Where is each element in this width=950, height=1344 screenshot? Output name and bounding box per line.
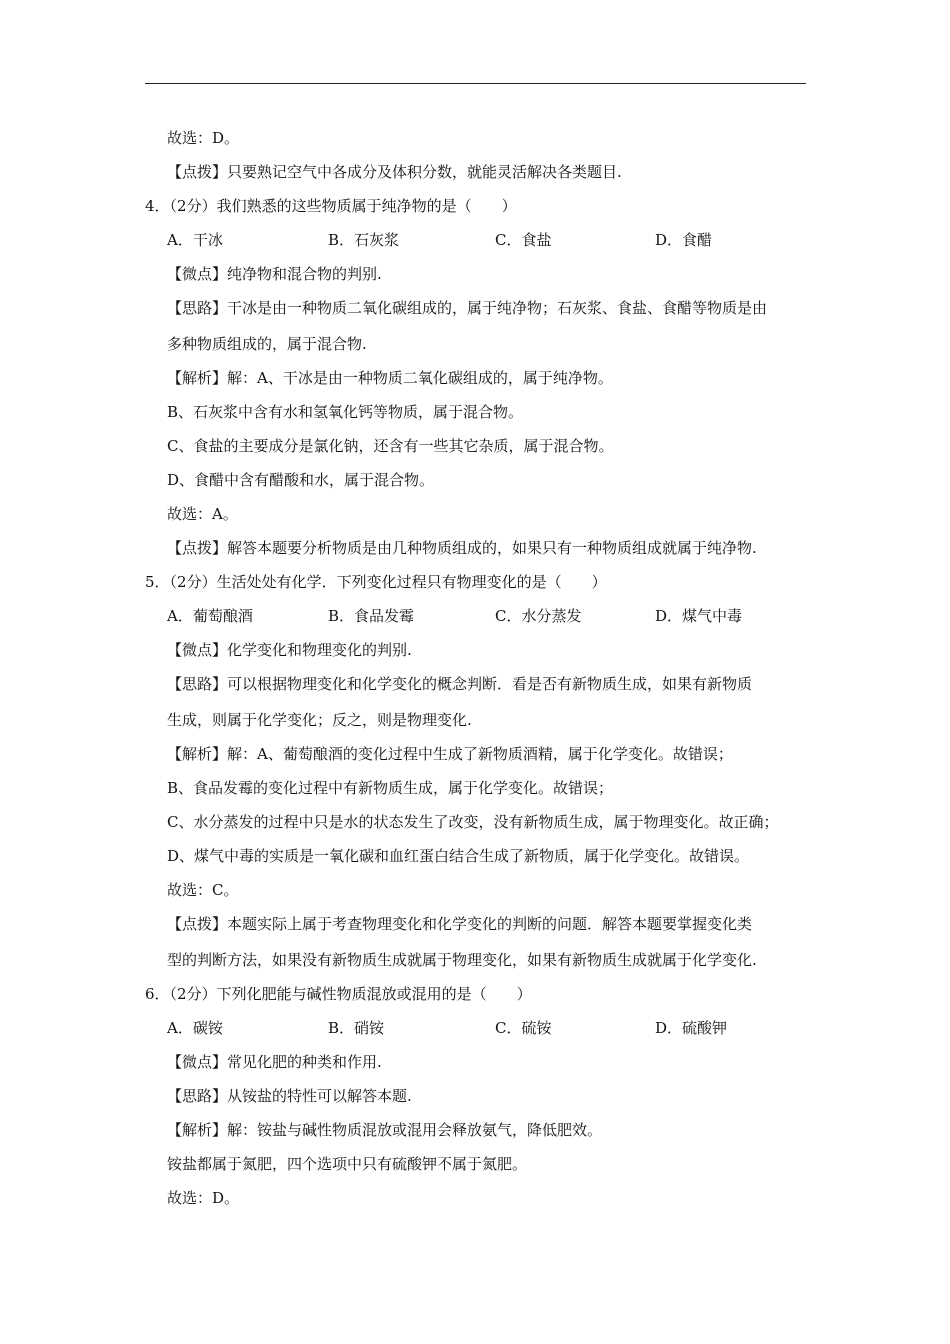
- question-4: 4．（2分）我们熟悉的这些物质属于纯净物的是（ ）: [145, 197, 517, 215]
- header-rule: [145, 83, 806, 84]
- question-6: 6．（2分）下列化肥能与碱性物质混放或混用的是（ ）: [145, 985, 532, 1003]
- text-line: 生成，则属于化学变化；反之，则是物理变化.: [167, 711, 472, 729]
- text-line: 型的判断方法，如果没有新物质生成就属于物理变化，如果有新物质生成就属于化学变化.: [167, 951, 757, 969]
- q6-option-a: A．碳铵: [167, 1019, 223, 1037]
- text-line: 故选：C。: [167, 881, 239, 899]
- q4-option-a: A．干冰: [167, 231, 223, 249]
- q5-option-a: A．葡萄酿酒: [167, 607, 253, 625]
- q5-option-b: B．食品发霉: [328, 607, 415, 625]
- q6-option-d: D．硫酸钾: [655, 1019, 728, 1037]
- text-line: 【解析】解：A、葡萄酿酒的变化过程中生成了新物质酒精，属于化学变化。故错误；: [167, 745, 733, 763]
- text-line: 【思路】从铵盐的特性可以解答本题.: [167, 1087, 412, 1105]
- q6-option-b: B．硝铵: [328, 1019, 385, 1037]
- q4-option-d: D．食醋: [655, 231, 713, 249]
- text-line: 故选：A。: [167, 505, 238, 523]
- q4-option-b: B．石灰浆: [328, 231, 400, 249]
- text-line: 【点拨】解答本题要分析物质是由几种物质组成的，如果只有一种物质组成就属于纯净物.: [167, 539, 757, 557]
- q4-option-c: C．食盐: [495, 231, 552, 249]
- text-line: 【微点】纯净物和混合物的判别.: [167, 265, 382, 283]
- text-line: 【微点】化学变化和物理变化的判别.: [167, 641, 412, 659]
- question-5: 5．（2分）生活处处有化学．下列变化过程只有物理变化的是（ ）: [145, 573, 607, 591]
- text-line: 铵盐都属于氮肥，四个选项中只有硫酸钾不属于氮肥。: [167, 1155, 528, 1173]
- text-line: 【微点】常见化肥的种类和作用.: [167, 1053, 382, 1071]
- text-line: C、食盐的主要成分是氯化钠，还含有一些其它杂质，属于混合物。: [167, 437, 614, 455]
- text-line: 【思路】可以根据物理变化和化学变化的概念判断．看是否有新物质生成，如果有新物质: [167, 675, 753, 693]
- text-line: B、食品发霉的变化过程中有新物质生成，属于化学变化。故错误；: [167, 779, 614, 797]
- text-line: 故选：D。: [167, 129, 240, 147]
- q5-option-d: D．煤气中毒: [655, 607, 743, 625]
- text-line: 【解析】解：A、干冰是由一种物质二氧化碳组成的，属于纯净物。: [167, 369, 613, 387]
- text-line: 【解析】解：铵盐与碱性物质混放或混用会释放氨气，降低肥效。: [167, 1121, 603, 1139]
- text-line: D、食醋中含有醋酸和水，属于混合物。: [167, 471, 435, 489]
- q6-option-c: C．硫铵: [495, 1019, 552, 1037]
- text-line: 多种物质组成的，属于混合物.: [167, 335, 367, 353]
- text-line: 【点拨】本题实际上属于考查物理变化和化学变化的判断的问题．解答本题要掌握变化类: [167, 915, 753, 933]
- text-line: 故选：D。: [167, 1189, 240, 1207]
- text-line: 【点拨】只要熟记空气中各成分及体积分数，就能灵活解决各类题目.: [167, 163, 622, 181]
- text-line: D、煤气中毒的实质是一氧化碳和血红蛋白结合生成了新物质，属于化学变化。故错误。: [167, 847, 750, 865]
- text-line: 【思路】干冰是由一种物质二氧化碳组成的，属于纯净物；石灰浆、食盐、食醋等物质是由: [167, 299, 768, 317]
- text-line: B、石灰浆中含有水和氢氧化钙等物质，属于混合物。: [167, 403, 524, 421]
- q5-option-c: C．水分蒸发: [495, 607, 582, 625]
- text-line: C、水分蒸发的过程中只是水的状态发生了改变，没有新物质生成，属于物理变化。故正确；: [167, 813, 779, 831]
